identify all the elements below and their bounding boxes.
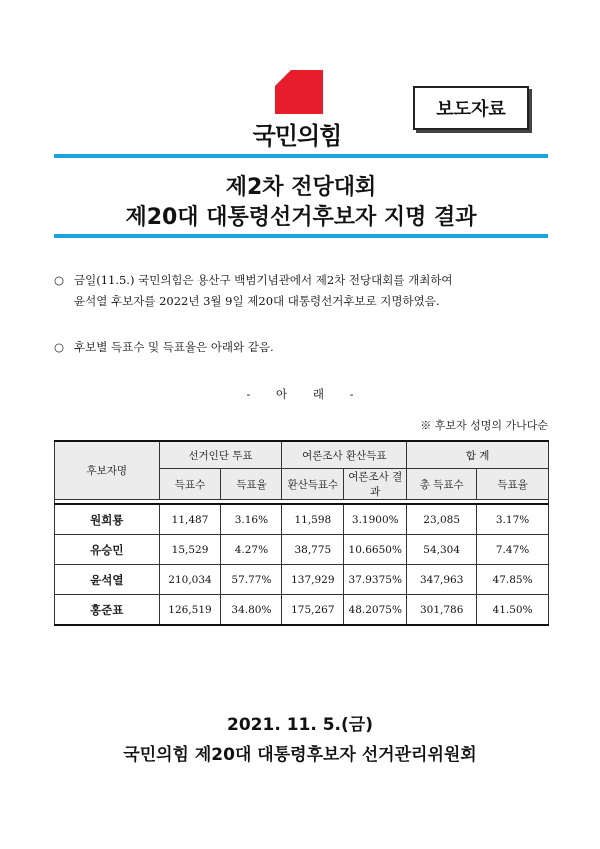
- party-logo-text: 국민의힘: [252, 122, 342, 150]
- header-group-delegate-vote: 선거인단 투표: [159, 441, 282, 469]
- table-row: [55, 504, 549, 535]
- table-cell: 347,963: [407, 565, 477, 595]
- bullet: ○: [54, 340, 65, 354]
- party-logo-icon: [275, 70, 323, 114]
- bullet: ○: [54, 273, 65, 287]
- table-cell: 11,598: [282, 504, 344, 535]
- paragraph-1-line-2: 윤석열 후보자를 2022년 3월 9일 제20대 대통령선거후보로 지명하였음.: [74, 294, 440, 308]
- subheader-converted-votes: 환산득표수: [282, 469, 344, 500]
- top-divider: [54, 154, 548, 158]
- candidate-name: 원희룡: [55, 504, 160, 535]
- press-release-label: 보도자료: [413, 86, 529, 130]
- subheader-rate: 득표율: [221, 469, 282, 500]
- table-cell: 57.77%: [221, 565, 282, 595]
- header-group-total: 합 계: [407, 441, 549, 469]
- header-candidate-name: 후보자명: [55, 441, 160, 500]
- paragraph-1: [54, 270, 554, 312]
- table-cell: 37.9375%: [344, 565, 407, 595]
- header-group-poll: 여론조사 환산득표: [282, 441, 407, 469]
- table-cell: 4.27%: [221, 535, 282, 565]
- release-date: 2021. 11. 5.(금): [227, 715, 373, 735]
- below-label: - 아 래 -: [246, 387, 354, 401]
- table-cell: 48.2075%: [344, 595, 407, 626]
- table-cell: 126,519: [159, 595, 221, 626]
- issuing-organization: 국민의힘 제20대 대통령후보자 선거관리위원회: [123, 745, 477, 765]
- bottom-divider: [54, 234, 548, 238]
- paragraph-1-line-1: 금일(11.5.) 국민의힘은 용산구 백범기념관에서 제2차 전당대회를 개최하여: [74, 273, 453, 287]
- table-row: [55, 535, 549, 565]
- subheader-total-votes: 총 득표수: [407, 469, 477, 500]
- table-cell: 210,034: [159, 565, 221, 595]
- table-cell: 7.47%: [477, 535, 549, 565]
- table-cell: 3.17%: [477, 504, 549, 535]
- table-cell: 34.80%: [221, 595, 282, 626]
- table-cell: 15,529: [159, 535, 221, 565]
- table-cell: 301,786: [407, 595, 477, 626]
- paragraph-2: [54, 337, 554, 358]
- candidate-name: 유승민: [55, 535, 160, 565]
- table-cell: 23,085: [407, 504, 477, 535]
- sort-note: ※ 후보자 성명의 가나다순: [420, 419, 548, 432]
- table-cell: 3.1900%: [344, 504, 407, 535]
- candidate-name: 윤석열: [55, 565, 160, 595]
- table-row: [55, 565, 549, 595]
- table-cell: 54,304: [407, 535, 477, 565]
- table-row: [55, 595, 549, 626]
- subheader-poll-result: 여론조사 결과: [344, 469, 407, 500]
- title-line-2: 제20대 대통령선거후보자 지명 결과: [125, 205, 477, 230]
- results-table: [54, 440, 549, 626]
- table-cell: 38,775: [282, 535, 344, 565]
- subheader-votes: 득표수: [159, 469, 221, 500]
- table-cell: 3.16%: [221, 504, 282, 535]
- table-cell: 137,929: [282, 565, 344, 595]
- table-cell: 10.6650%: [344, 535, 407, 565]
- table-cell: 11,487: [159, 504, 221, 535]
- table-cell: 47.85%: [477, 565, 549, 595]
- candidate-name: 홍준표: [55, 595, 160, 626]
- table-cell: 41.50%: [477, 595, 549, 626]
- title-line-1: 제2차 전당대회: [225, 175, 377, 200]
- subheader-total-rate: 득표율: [477, 469, 549, 500]
- paragraph-2-text: 후보별 득표수 및 득표율은 아래와 같음.: [74, 340, 274, 354]
- table-cell: 175,267: [282, 595, 344, 626]
